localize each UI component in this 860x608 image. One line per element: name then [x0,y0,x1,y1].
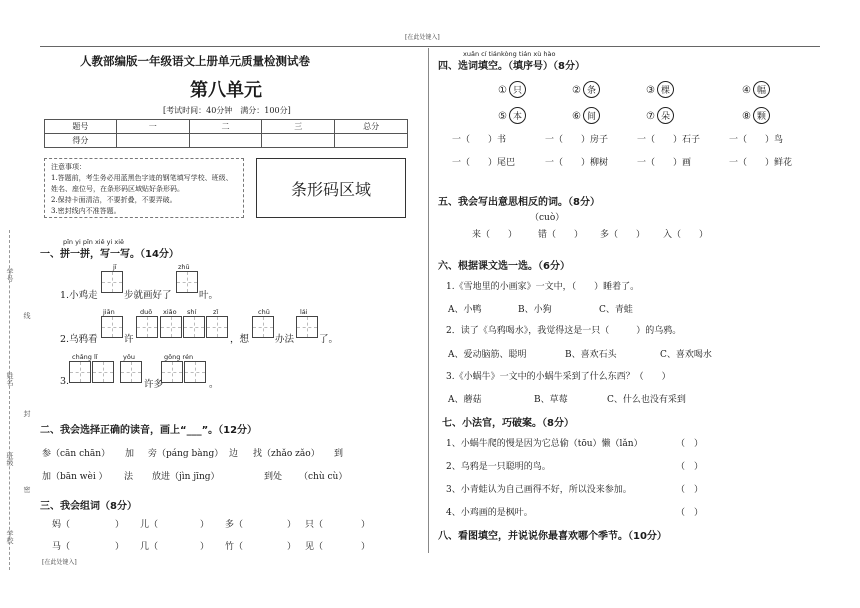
q6-2: 2．读了《乌鸦喝水》，我觉得这是一只（ ）的乌鸦。 [446,326,682,336]
writing-grid[interactable] [183,316,205,338]
antonym-item: 来（ ） [472,230,518,240]
section7-title: 七、小法官，巧破案。（8分） [442,418,574,429]
s5-pinyin: （cuò） [530,213,565,223]
pinyin: chū [258,308,270,316]
pinyin: zhū [178,263,190,271]
writing-grid[interactable] [136,316,158,338]
writing-grid[interactable] [69,361,91,383]
pinyin: yǒu [123,353,135,361]
q6-3-option: B、草莓 [534,395,568,405]
column-divider [428,48,429,553]
word-item: ） [200,520,210,530]
word-item: ） [287,520,297,530]
reading-item: 到处 [264,472,283,482]
barcode-area: 条形码区域 [256,158,406,218]
section6-title: 六、根据课文选一选。（6分） [438,261,570,272]
writing-grid[interactable] [160,316,182,338]
judge-item: 3、小青蛙认为自己画得不好，所以没来参加。 [446,485,632,495]
score-cell[interactable] [116,134,189,148]
pinyin: jiān [103,308,115,316]
option-2: ② 条 [572,78,600,98]
footer-note: [在此处键入] [42,559,77,566]
reading-item: 法 [124,472,134,482]
q1-text: 1.小鸡走 [60,290,98,301]
section8-title: 八、看图填空，并说说你最喜欢哪个季节。（10分） [438,531,667,542]
option-7: ⑦ 朵 [646,104,674,124]
word-item: 几（ [140,542,159,552]
q6-3-option: A、蘑菇 [448,395,482,405]
q1-text: 叶。 [199,290,219,301]
reading-item: 加（bān wèi ） [42,472,108,482]
seam-label-feng: 封 [23,410,31,417]
fill-item: 一（ ）鲜花 [729,158,793,168]
q6-1-option: B、小狗 [518,305,552,315]
word-item: 儿（ [140,520,159,530]
fill-item: 一（ ）画 [637,158,692,168]
writing-grid[interactable] [161,361,183,383]
s4-pinyin: xuǎn cí tiánkòng tián xù hào [463,50,556,58]
writing-grid[interactable] [101,271,123,293]
word-item: ） [287,542,297,552]
score-cell[interactable] [335,134,408,148]
judge-item: 2、乌鸦是一只聪明的鸟。 [446,462,551,472]
seam-label-xian: 线 [23,312,31,319]
antonym-item: 入（ ） [663,230,709,240]
fill-item: 一（ ）房子 [545,135,609,145]
score-header: 三 [262,120,335,134]
unit-title: 第八单元 [190,80,262,101]
score-table [44,119,408,148]
q6-1-option: C、青蛙 [599,305,633,315]
fill-item: 一（ ）石子 [637,135,701,145]
option-6: ⑥ 间 [572,104,600,124]
seam-label-xingming: 姓名 [6,372,14,386]
option-8: ⑧ 颗 [742,104,770,124]
section1-title: 一、拼一拼，写一写。（14分） [40,249,179,260]
writing-grid[interactable] [252,316,274,338]
q2-text: 2.乌鸦看 [60,334,98,345]
fill-item: 一（ ）尾巴 [452,158,516,168]
fill-item: 一（ ）鸟 [729,135,784,145]
word-item: ） [200,542,210,552]
score-header: 题号 [45,120,117,134]
reading-item: 到 [334,449,344,459]
reading-item: （chù cù） [299,472,348,482]
reading-item: 参（cān chān） [42,449,111,459]
word-item: ） [115,520,125,530]
seam-label-xuexiao: 学校 [6,530,14,544]
word-item: 妈（ [52,520,71,530]
q2-text: ，想 [230,334,250,345]
section3-title: 三、我会组词（8分） [40,501,137,512]
writing-grid[interactable] [92,361,114,383]
seam-label-xuehao: 学号 [6,268,14,282]
exam-info: [考试时间：40分钟 满分：100分] [163,106,291,115]
option-1: ① 只 [498,78,526,98]
reading-item: 放进（jìn jīng） [152,472,220,482]
notice-item: 3.密封线内不准答题。 [51,207,121,215]
q6-1: 1.《雪地里的小画家》一文中，（ ）睡着了。 [446,282,640,292]
q6-2-option: B、喜欢石头 [565,350,617,360]
score-header: 二 [189,120,262,134]
word-item: 竹（ [225,542,244,552]
pinyin: duō [140,308,153,316]
notice-box [44,158,244,218]
writing-grid[interactable] [101,316,123,338]
fill-item: 一（ ）书 [452,135,507,145]
reading-item: 旁（páng bàng） [148,449,224,459]
judge-bracket[interactable]: （ ） [676,439,704,449]
judge-item: 1、小蜗牛爬的慢是因为它总偷（tōu）懒（lǎn） [446,439,643,449]
reading-item: 找（zhǎo zǎo） [253,449,320,459]
q3-text: 许多 [144,379,164,390]
writing-grid[interactable] [184,361,206,383]
seam-label-banji: 班级 [6,452,14,466]
notice-title: 注意事项： [51,163,86,171]
reading-item: 加 [125,449,135,459]
writing-grid[interactable] [120,361,142,383]
q2-text: 办法 [275,334,295,345]
score-cell[interactable] [262,134,335,148]
q6-3-option: C、什么也没有采到 [607,395,686,405]
option-3: ③ 棵 [646,78,674,98]
q2-text: 许 [124,334,134,345]
antonym-item: 多（ ） [600,230,646,240]
section2-title: 二、我会选择正确的读音，画上“___”。（12分） [40,425,258,436]
word-item: 只（ [305,520,324,530]
fill-item: 一（ ）柳树 [545,158,609,168]
q6-2-option: A、爱动脑筋、聪明 [448,350,527,360]
score-header: 一 [116,120,189,134]
word-item: 马（ [52,542,71,552]
section5-title: 五、我会写出意思相反的词。（8分） [438,197,600,208]
judge-bracket[interactable]: （ ） [676,508,704,518]
q6-1-option: A、小鸭 [448,305,482,315]
s1-pinyin: pīn yi pīn xiě yi xiě [63,238,125,246]
option-4: ④ 幅 [742,78,770,98]
notice-item: 姓名、座位号，在条形码区域贴好条形码。 [51,185,184,193]
pinyin: jī [113,263,117,271]
section4-title: 四、选词填空。（填序号）（8分） [438,61,585,72]
pinyin: shí [187,308,197,316]
exam-title: 人教部编版一年级语文上册单元质量检测试卷 [80,54,310,68]
judge-bracket[interactable]: （ ） [676,462,704,472]
q6-3: 3.《小蜗牛》一文中的小蜗牛采到了什么东西？（ ） [446,372,671,382]
pinyin: zǐ [213,308,219,316]
q3-text: 。 [209,379,219,390]
writing-grid[interactable] [296,316,318,338]
notice-item: 1.答题前，考生务必用蓝黑色字迹的钢笔填写学校、班级、 [51,174,233,182]
header-rule [40,46,820,47]
notice-item: 2.保持卡面清洁，不要折叠，不要弄破。 [51,196,177,204]
reading-item: 边 [229,449,239,459]
pinyin: chǎng lǐ [72,353,98,361]
q1-text: 步就画好了 [124,290,172,301]
writing-grid[interactable] [206,316,228,338]
pinyin: lái [300,308,308,316]
word-item: 见（ [305,542,324,552]
header-note: [在此处键入] [405,34,440,41]
q6-2-option: C、喜欢喝水 [660,350,712,360]
pinyin: xiǎo [163,308,177,316]
seam-label-mi: 密 [23,486,31,493]
judge-item: 4、小鸡画的是枫叶。 [446,508,533,518]
writing-grid[interactable] [176,271,198,293]
q3-text: 3. [60,376,70,387]
score-header: 总分 [335,120,408,134]
pinyin: gōng rén [164,353,194,361]
word-item: 多（ [225,520,244,530]
q2-text: 了。 [319,334,339,345]
word-item: ） [361,542,371,552]
option-5: ⑤ 本 [498,104,526,124]
score-cell[interactable] [189,134,262,148]
score-cell: 得分 [45,134,117,148]
word-item: ） [115,542,125,552]
antonym-item: 错（ ） [538,230,584,240]
judge-bracket[interactable]: （ ） [676,485,704,495]
word-item: ） [361,520,371,530]
